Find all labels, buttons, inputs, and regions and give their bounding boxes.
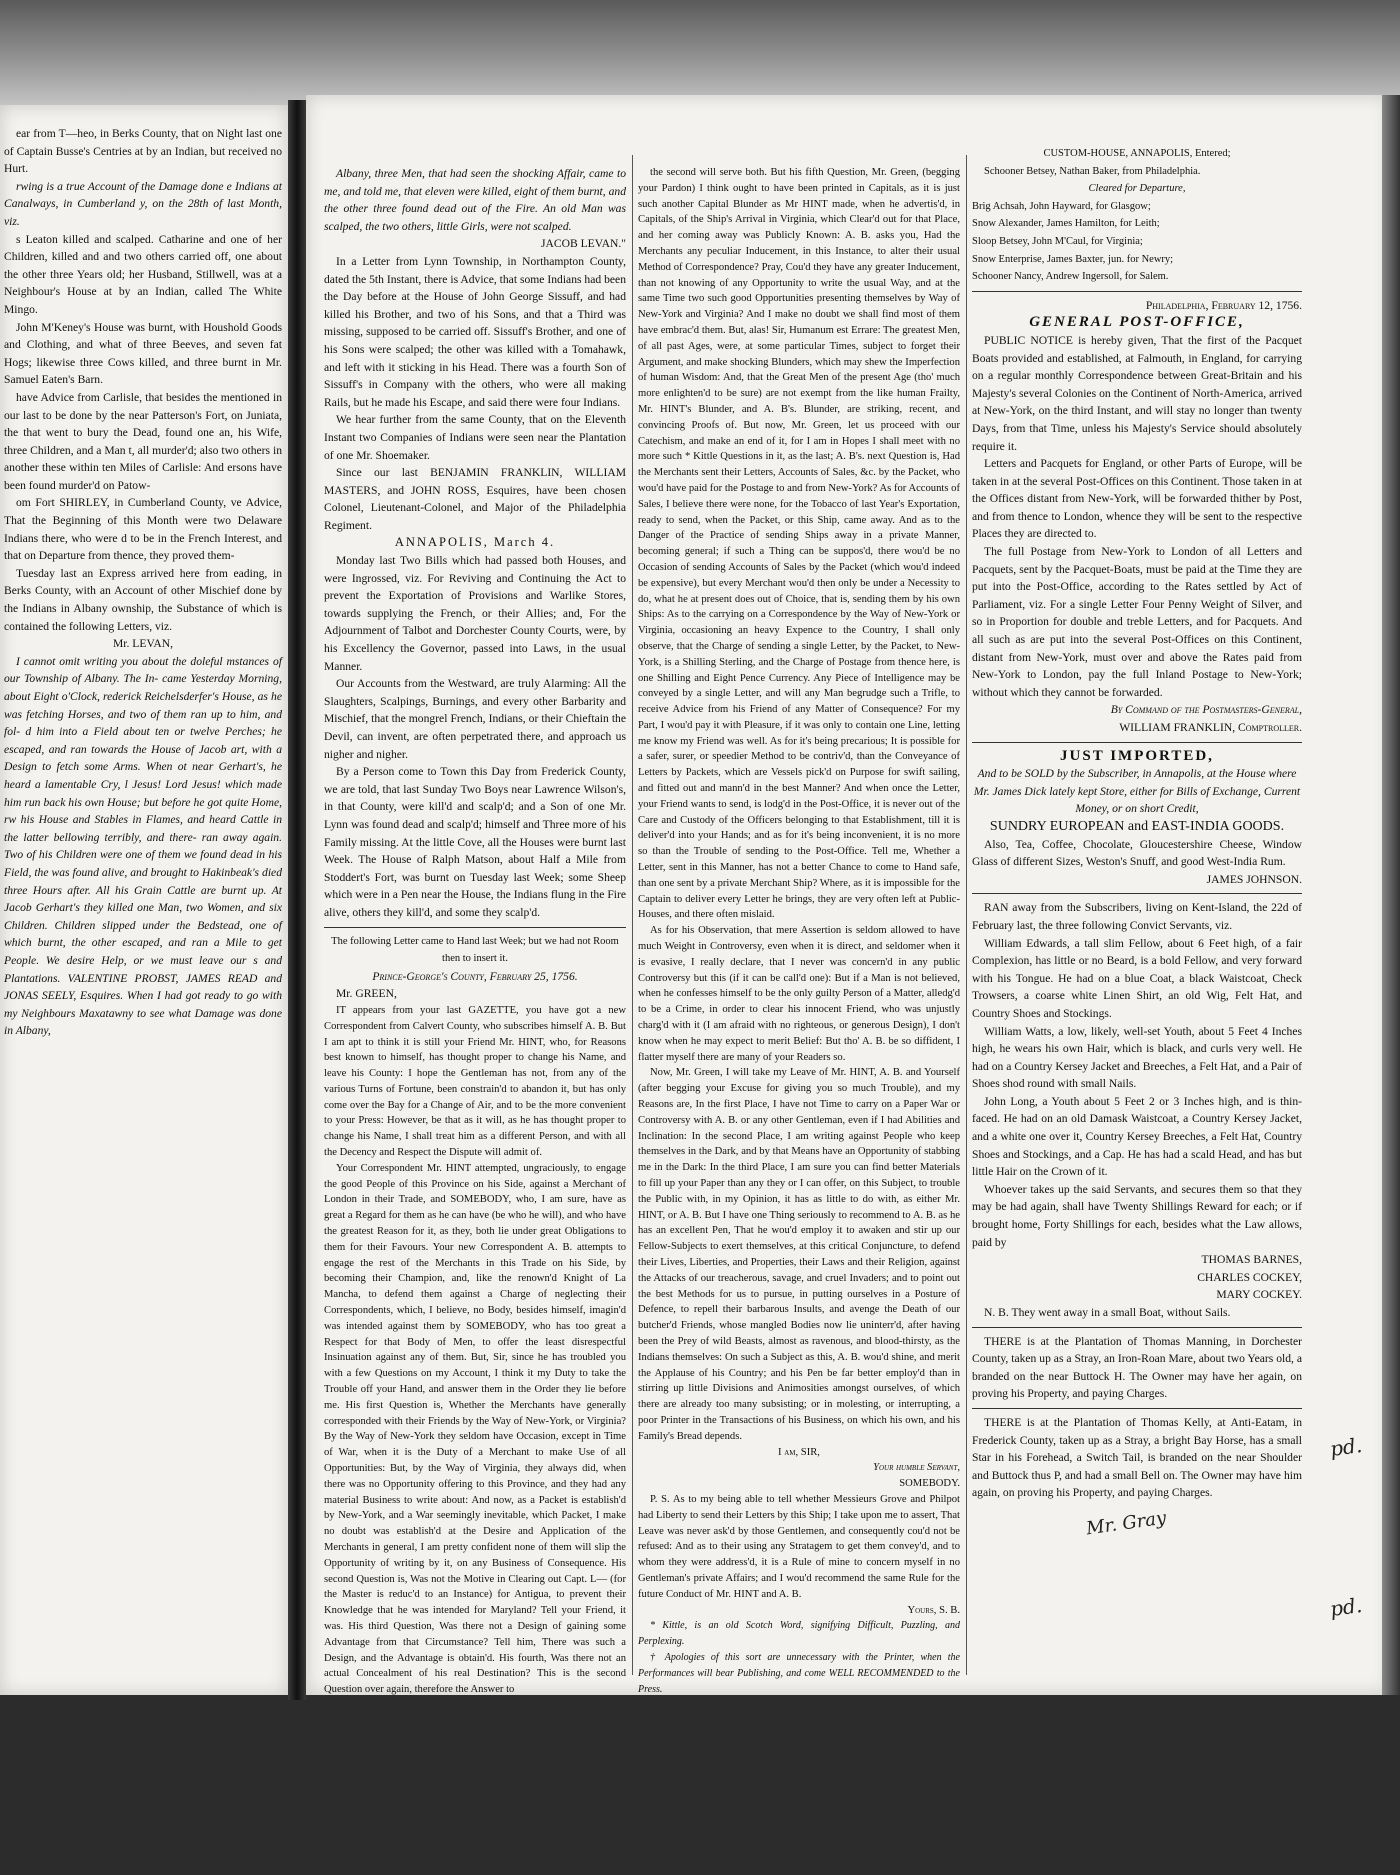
letter-para-2: Your Correspondent Mr. HINT attempted, ungraciously, to engage the good People of this Province on his Side, against a Merchant of London in their Trade, and SOMEBODY, who, I am sure, have as great a Regard for them as he can have (be who he will), and who have the greatest Reason for it, as they, both lie under great Obligations to them for their Favours. Your new Correspondent A. B. attempts to engage the rest of the Merchants in this Trade on his Side, by becoming their Champion, and, like the renown'd Knight of La Mancha, to defend them against a Charge of neglecting their Correspondents, which, I believe, no Body, besides himself, imagin'd was intended against them by SOMEBODY, who has too great a Respect for that Body of Men, to offer the least disrespectful Insinuation against any of them. But, Sir, since he has troubled you with a few Questions on my Account, I think it my Duty to take the Trouble off your Hand, and answer them in the Order they lie before me. His first Question is, Whether the Merchants have generally corresponded with their Friends by the Way of New-York, or Virginia? By the Way of New-York they seldom have Occasion, except in Time of War, when it is the Duty of a Merchant to make Use of all Opportunities: But, by the Way of Virginia, they always did, when there was no Opportunity offering to this Province, and they had any material Business to write about: And now, as a Packet is establish'd by New-York, and a War seemingly inevitable, which Packet, I make no doubt was establish'd at the Desire and Application of the Merchants in general, I am pretty confident none of them will slip the Opportunity of writing by it, on any Business of Consequence. His second Question is, Was not the Motive in Clearing out Capt. L— (for the Master is reduc'd to an Instance) for Antigua, to prevent their Knowledge that he was intended for Maryland? Tell your Friend, it was. His third Question, Was there not a Design of gaining some Advantage from that Circumstance? Tell him, There was such a Design, and the Advantage is obtain'd. His fourth, Was there not an actual Concealment of his real Destination? This is the second Question over again, therefore the Answer to (324, 1162, 626, 1696)
letter-note: The following Letter came to Hand last Week; but we had not Room then to insert it. (331, 935, 619, 965)
runaway-sig-3: MARY COCKEY. (1216, 1288, 1302, 1302)
book-gutter (288, 100, 306, 1700)
news-regiment: Since our last BENJAMIN FRANKLIN, WILLIAM MASTERS, and JOHN ROSS, Esquires, have been chosen Colonel, Lieutenant-Colonel, and Major of the Philadelphia Regiment. (324, 466, 626, 532)
post-office-title: GENERAL POST-OFFICE, (1029, 314, 1245, 331)
page-edge (1382, 95, 1400, 1695)
letter-closing-2: Your humble Servant, (873, 1462, 960, 1474)
customs-cleared-3: Sloop Betsey, John M'Caul, for Virginia; (972, 235, 1143, 247)
column-3 (972, 145, 1302, 1675)
customs-cleared-5: Schooner Nancy, Andrew Ingersoll, for Salem. (972, 271, 1169, 283)
news-bills: Monday last Two Bills which had passed both Houses, and were Ingrossed, viz. For Reviving and Continuing the Act to prevent the Exportation of Provisions and Warlike Stores, towards supplying the French, or their Allies; and, For the Adjournment of Talbot and Dorchester County Courts, were, by his Excellency the Governor, passed into Laws, in the usual Manner. (324, 554, 626, 673)
imported-signature: JAMES JOHNSON. (1206, 872, 1302, 886)
column-1 (324, 165, 626, 1696)
postscript: P. S. As to my being able to tell whether Messieurs Grove and Philpot had Liberty to send their Letters by this Ship; I take upon me to assert, That Leave was never ask'd by those Gentlemen, and consequently cou'd not be refused: And as to their using any Stratagem to get them convey'd, and to whom they were address'd, it is a Rule of mine to concern myself in no Gentleman's private Affairs; and I wou'd recommend the same Rule for the future Conduct of Mr. HINT and A. B. (638, 1493, 960, 1600)
left-letter: I cannot omit writing you about the doleful mstances of our Township of Albany. The In- came Yesterday Morning, about Eight o'Clock, rederick Reichelsderfer's House, as he was fetching Horses, and two of them ran up to him, and fol- d him into a Field about ten or twelve Perches; he escaped, and ran towards the House of Jacob art, with a Design to fetch some Arms. When ot near Gerhart's, he heard a lamentable Cry, l Jesus! Lord Jesus! which made him run back his own House; but before he got quite Home, rw his House and Stables in Flames, and heard Cattle in the latter bellowing terribly, and there- ran away again. Two of his Children were one of them we found dead in his Field, the was found alive, and brought to Hakinbeak's died three Hours after. All his Grain Cattle are burnt up. At Jacob Gerhart's they killed one Man, two Women, and six Children. Children slipped under the Bedstead, one of which burnt, the other escaped, and ran a Mile to get People. We desire Help, or we must leave our s and Plantations. VALENTINE PROBST, JAMES READ and JONAS SEELY, Esquires. When I had got ready to go with my Neighbours Maxatawny to see what Damage was done in Albany, (4, 654, 282, 1038)
left-para-6: om Fort SHIRLEY, in Cumberland County, ve Advice, That the Beginning of this Month were two Delaware Indians there, who were d to be in the French Interest, and that on Departure from thence, they proved them- (4, 496, 282, 563)
left-para-3: s Leaton killed and scalped. Catharine and one of her Children, killed and and two others carried off, one about the other three Years old; her Husband, Stillwell, was at a Neighbour's House at by an Indian, called The White Mingo. (4, 232, 282, 316)
customs-cleared-4: Snow Enterprise, James Baxter, jun. for Newry; (972, 253, 1174, 265)
column-rule (966, 155, 967, 1675)
imported-heading: JUST IMPORTED, (1060, 747, 1214, 764)
divider (324, 927, 626, 928)
handwritten-signature: Mr. Gray (1084, 1507, 1168, 1540)
customs-cleared-2: Snow Alexander, James Hamilton, for Leith; (972, 218, 1160, 230)
letter-signature: SOMEBODY. (899, 1478, 960, 1490)
margin-note-paid-2: pd. (1328, 1592, 1364, 1622)
levan-letter-end: Albany, three Men, that had seen the shocking Affair, came to me, and told me, that eleven were killed, eight of them burnt, and the other three found dead out of the Fire. An old Man was scalped, the two others, little Girls, were not scalped. (324, 167, 626, 233)
news-westward: Our Accounts from the Westward, are truly Alarming: All the Slaughters, Scalpings, Burnings, and every other Barbarity and Mischief, that the mongrel French, Indians, or their Chieftain the Devil, can invent, are often perpetrated there, and approach us nigher and nigher. (324, 677, 626, 761)
customs-cleared-1: Brig Achsah, John Hayward, for Glasgow; (972, 200, 1151, 212)
letter-cont-1: the second will serve both. But his fifth Question, Mr. Green, (begging your Pardon) I think ought to have been printed in Capitals, as it is just such another Capital Blunder as Mr HINT made, when he advertis'd, in Capitals, of the Ship's Arrival in Virginia, which Clear'd out for that Place, and her coming away was Publicly Known: A. B. asks you, Had the Merchants any peculiar Inducement, in this Instance, to alter their usual Method of Correspondence? Pray, Cou'd they have any greater Inducement, than not knowing of any Opportunity to write the usual Way, and at the same Time two such good Opportunities presenting themselves by Way of New-York and Virginia? And I make no doubt we shall find most of them have embrac'd them. But, alas! Sir, Humanum est Errare: The greatest Men, of all past Ages, were, at some particular Times, subject to forget their Argument, and make shocking Blunders, which may shew the Imperfection of human Wisdom: And, that the Great Men of the present Age (tho' much more enlighten'd to be sure) are not exempt from the like human Frailty, Mr. HINT's Blunder, and A. B's. Blunder, are striking, recent, and convincing Proofs of. But now, Mr. Green, let us proceed with our Catechism, and make an end of it, for I am in Hopes I shall meet with no more such * Kittle Questions in it, as the last; A. B's. next Question is, Had the Merchants sent their Letters, Accounts of Sales, &c. by the Packet, who wou'd have paid for the Postage to and from New-York? As for Accounts of Sales, I believe there were none, for the Tobacco of last Year's Exportation, ready to send, when the Packet, or this Ship, came away. And as to the Danger of the Practice of sending Ships away in a private Manner, becoming general; if such a Thing can be suppos'd, there wou'd be no Occasion of sending Accounts of Sales by the Packet (which wou'd indeed be expensive), but every Merchant wou'd then only be under a Necessity to do, what he at present does out of Choice, that is, sending them by his own Ships: As to the carrying on a Correspondence by the Way of New-York or Virginia, occasioning an heavy Expence to the Country, I shall only observe, that the Charge of sending a single Letter, by the Packet, to New-York, is a Shilling Sterling, and the Charge of Postage from thence here, is one Shilling and Eight Pence Currency. Any Piece of Intelligence may be conveyed by a single Letter, and will any Man begrudge such a Trifle, to receive Advice from his Friend of any Matter of Consequence? For my Part, I wou'd pay it with Pleasure, if it was only to contain one Line, letting me know my Friend was well. As for it's being precarious; It is possible for a safer, surer, or speedier Method to be contriv'd, than the Conveyance of Letters by Packets, which are Vessels pick'd on Purpose for swift sailing, and fitted out and mann'd in the best Manner? And when once the Letter, your Friend wants to send, is lodg'd in the Post-Office, it is never out of the Care and Custody of the Officers belonging to that Establishment, till it is deliver'd into your Hands; and as for it's being inconvenient, it is no more so than the Trouble of sending to the Post-Office. Tell me, Whether a Letter, sent in this Manner, has not a better Chance to come to Hand safe, than one sent by a private Merchant Ship? Where, as it is impossible for the Captain to deliver every Letter he brings, they are very often left at Public-Houses, and there often mislaid. (638, 167, 960, 921)
annapolis-dateline: ANNAPOLIS, March 4. (394, 535, 556, 550)
left-salutation: Mr. LEVAN, (112, 637, 173, 651)
left-page-fragment (0, 105, 288, 1695)
left-column (4, 125, 282, 1675)
post-notice-1: PUBLIC NOTICE is hereby given, That the first of the Pacquet Boats provided and established, at Falmouth, in England, for carrying on a regular monthly Correspondence between Great-Britain and his Majesty's several Colonies on the Continent of North-America, arrived at New-York, on the third Instant, and will stay no longer than twenty Days, from that Time, unless his Majesty's Service should absolutely require it. (972, 333, 1302, 453)
news-frederick: By a Person come to Town this Day from Frederick County, we are told, that last Sunday Two Boys near Lawrence Wilson's, in that County, were kill'd and scalp'd; and a Son of one Mr. Lynn was found dead and scalp'd; himself and Three more of his Family missing. At the little Cove, all the Houses were burnt last Week. The House of Ralph Matson, about Half a Mile from Stoddert's Fort, was burnt on Tuesday last Week; some Sheep which were in a Pen near the House, the Indians flung in the Fire alive, others they kill'd, and some they scalp'd. (324, 765, 626, 919)
letter-closing: I am, SIR, (778, 1446, 820, 1458)
customs-cleared-heading: Cleared for Departure, (1088, 183, 1186, 195)
letter-cont-3: Now, Mr. Green, I will take my Leave of Mr. HINT, A. B. and Yourself (after begging your Excuse for giving you so much Trouble), and my Reasons are, In the first Place, I have not Time to carry on a Paper War or Controversy with A. B. or any other Gentleman, even if I had Abilities and Inclination: In the second Place, I am writing against People who keep themselves in the Dark, and by that Means have an Opportunity of stabbing me in the Dark: In the third Place, I am sure you can find better Materials to fill up your Paper than any they or I can offer, on this Subject, to trouble the Public with, in my Opinion, it has as little to do with, as either Mr. HINT, or A. B. But I have one Thing seriously to recommend to A. B. as he has an excellent Pen, That he wou'd employ it to awaken and stir up our Fellow-Subjects to exert themselves, at this critical Conjuncture, to defend their Lives, Liberties, and Properties, their Laws and their Religion, against the Attacks of our treacherous, savage, and cruel Invaders; and to point out the best Methods for us to pursue, in putting ourselves in a Posture of Defence, to repell their barbarous Insults, and avenge the Death of our butcher'd Friends, whose mangled Bodies now lie uninterr'd, after having been the Prey of wild Beasts, almost as ravenous, and blood-thirsty, as the Indians themselves: On such a Subject as this, A. B. wou'd shine, and merit the Applause of his Country; and his Pen be far better employ'd than in stirring up little Divisions and Animosities amongst ourselves, of which there are already too many subsisting; or in molesting, or interrupting, a poor Printer in the Transactions of his Business, on which his own, and his Family's Bread depends. (638, 1067, 960, 1442)
divider (972, 893, 1302, 894)
runaway-sig-2: CHARLES COCKEY, (1197, 1270, 1302, 1284)
customs-heading: CUSTOM-HOUSE, ANNAPOLIS, Entered; (1043, 148, 1231, 159)
levan-signature: JACOB LEVAN." (540, 237, 626, 251)
left-para-4: John M'Keney's House was burnt, with Houshold Goods and Clothing, and what of three Beeves, and seven fat Hogs; likewise three Cows killed, and three burnt in Mr. Samuel Eaten's Barn. (4, 320, 282, 387)
postscript-signature: Yours, S. B. (907, 1604, 960, 1616)
left-para-7: Tuesday last an Express arrived here from eading, in Berks County, with an Account of other Mischief done by the Indians in Albany ownship, the Substance of which is contained the following Letters, viz. (4, 566, 282, 633)
runaway-sig-1: THOMAS BARNES, (1201, 1253, 1302, 1267)
left-para-1: ear from T—heo, in Berks County, that on Night last one of Captain Busse's Centries at by an Indian, but received no Hurt. (4, 127, 282, 176)
runaway-watts: William Watts, a low, likely, well-set Youth, about 5 Feet 4 Inches high, he wears his own Hair, which is black, and curls very well. He had on a Country Kersey Jacket and Breeches, a Felt Hat, and a Pair of Shoes shod round with small Nails. (972, 1024, 1302, 1091)
runaway-reward: Whoever takes up the said Servants, and secures them so that they may be had again, shall have Twenty Shillings Reward for each; or if brought home, Forty Shillings for each, besides what the Law allows, paid by (972, 1182, 1302, 1249)
left-para-2: rwing is a true Account of the Damage done e Indians at Canalways, in Cumberland y, on the 28th of last Month, viz. (4, 179, 282, 228)
post-dateline: Philadelphia, February 12, 1756. (1145, 298, 1302, 312)
imported-sub: And to be SOLD by the Subscriber, in Annapolis, at the House where Mr. James Dick lately kept Store, either for Bills of Exchange, Current Money, or on short Credit, (973, 767, 1301, 816)
divider (972, 291, 1302, 292)
post-command: By Command of the Postmasters-General, (1110, 703, 1302, 717)
divider (972, 742, 1302, 743)
post-notice-2: Letters and Pacquets for England, or other Parts of Europe, will be taken in at the several Post-Offices on this Continent. Those taken in at the Offices distant from New-York, will be forwarded thither by Post, and from thence to London, whence they will be sent to the respective Places they are directed to. (972, 457, 1302, 541)
stray-notice-2: THERE is at the Plantation of Thomas Kelly, at Anti-Eatam, in Frederick County, taken up as a Stray, a bright Bay Horse, has a small Star in his Forehead, a Switch Tail, is branded on the near Shoulder and Buttock thus P, and had a small Bell on. The Owner may have him again, on proving his Property, and paying Charges. (972, 1415, 1302, 1500)
footnote-2: † Apologies of this sort are unnecessary with the Printer, when the Performances will bear Publishing, and come WELL RECOMMENDED to the Press. (638, 1651, 960, 1695)
news-lynn: In a Letter from Lynn Township, in Northampton County, dated the 5th Instant, there is Advice, that some Indians had been the Day before at the House of John George Sissuff, and had killed his Brother, and two of his Sons, and that a Third was missing, supposed to be carried off. Sissuff's Brother, and one of his Sons were scalped; the other was killed with a Tomahawk, and left with it sticking in his Head. There was a fourth Son of Sissuff's in Company with the others, who were all making Rails, but he made his Escape, and said there were four Indians. (324, 254, 626, 409)
news-shoemaker: We hear further from the same County, that on the Eleventh Instant two Companies of Indians were seen near the Plantation of one Mr. Shoemaker. (324, 413, 626, 462)
letter-cont-2: As for his Observation, that mere Assertion is seldom allowed to have much Weight in Controversy, even when it is direct, and seldomer when it is evasive, I really declare, that I never was concern'd in any public Controversy but this (if it can be call'd one): But if a Man is not believed, when he confesses himself to be the only guilty Person of a Matter, alledg'd to be a Crime, in order to clear his innocent Friend, who was unjustly charg'd with it (I am afraid with no righteous, or generous Design), I don't know when he may expect to merit Belief: But tho' A. B. be so diffident, I flatter myself there are many of your Readers so. (638, 925, 960, 1063)
divider (972, 1327, 1302, 1328)
column-2 (638, 165, 960, 1695)
imported-goods: SUNDRY EUROPEAN and EAST-INDIA GOODS. (989, 818, 1285, 834)
margin-note-paid-1: pd. (1328, 1432, 1364, 1462)
runaway-intro: RAN away from the Subscribers, living on Kent-Island, the 22d of February last, the three following Convict Servants, viz. (972, 901, 1302, 932)
footnote-1: * Kittle, is an old Scotch Word, signifying Difficult, Puzzling, and Perplexing. (638, 1620, 960, 1648)
left-para-5: have Advice from Carlisle, that besides the mentioned in our last to be done by the near Patterson's Fort, on Juniata, the that went to bury the Dead, found one an, his Wife, three Children, and a Man t, all murder'd; also two others in another these within ten Miles of Carlisle: And ersons have been found murder'd on Patow- (4, 390, 282, 492)
runaway-edwards: William Edwards, a tall slim Fellow, about 6 Feet high, of a fair Complexion, has little or no Beard, is a bold Fellow, and very forward with his Tongue. He had on a blue Coat, a black Waistcoat, Check Trowsers, a coarse white Linen Shirt, an old Wig, Felt Hat, and Country Shoes and Stockings. (972, 936, 1302, 1020)
stray-notice-1: THERE is at the Plantation of Thomas Manning, in Dorchester County, taken up as a Stray, an Iron-Roan Mare, about two Years old, a branded on the near Buttock H. The Owner may have her again, on proving his Property, and paying Charges. (972, 1334, 1302, 1401)
divider (972, 1408, 1302, 1409)
post-signature: WILLIAM FRANKLIN, Comptroller. (1119, 721, 1302, 734)
column-rule (632, 155, 633, 1675)
scanner-shadow (0, 0, 1400, 110)
letter-para-1: IT appears from your last GAZETTE, you have got a new Correspondent from Calvert County, who subscribes himself A. B. But I am apt to think it is still your Friend Mr. HINT, who, for Reasons best known to himself, has thought proper to change his Name, and leave his County: I hope the Gentleman has not, from any of the various Turns of Fortune, been constrain'd to abandon it, but has only come over the Bay for a Change of Air, and to be the more convenient to your Press: However, be that as it will, as he has thought proper to change his Name, I shall treat him as a different Person, and with all the Decency and Respect the Dispute will admit of. (324, 1004, 626, 1159)
letter-salutation: Mr. GREEN, (336, 987, 397, 1001)
letter-date: Prince-George's County, February 25, 1756. (372, 969, 578, 983)
customs-entered: Schooner Betsey, Nathan Baker, from Philadelphia. (984, 165, 1201, 177)
imported-list: Also, Tea, Coffee, Chocolate, Gloucestershire Cheese, Window Glass of different Sizes, Weston's Snuff, and good West-India Rum. (972, 837, 1302, 869)
post-notice-3: The full Postage from New-York to London of all Letters and Pacquets, sent by the Pacquet-Boats, must be paid at the Time they are put into the Post-Office, according to the Rates settled by Act of Parliament, viz. For a single Letter Four Penny Weight of Silver, and so in Proportion for double and treble Letters, and for Pacquets. And all such as are put into the several Post-Offices on this Continent, distant from New-York, must over and above the Rates paid from New-York to London, pay the full Inland Postage to New-York; without which they cannot be forwarded. (972, 545, 1302, 699)
right-page (306, 95, 1390, 1695)
runaway-nb: N. B. They went away in a small Boat, without Sails. (984, 1306, 1231, 1319)
runaway-long: John Long, a Youth about 5 Feet 2 or 3 Inches high, and is thin-faced. He had on an old Damask Waistcoat, a Country Kersey Jacket, and a white one over it, Country Kersey Breeches, a Felt Hat, Country Shoes and Stockings, and a Cap. He has had a scald Head, and has but little Hair on the Crown of it. (972, 1094, 1302, 1179)
